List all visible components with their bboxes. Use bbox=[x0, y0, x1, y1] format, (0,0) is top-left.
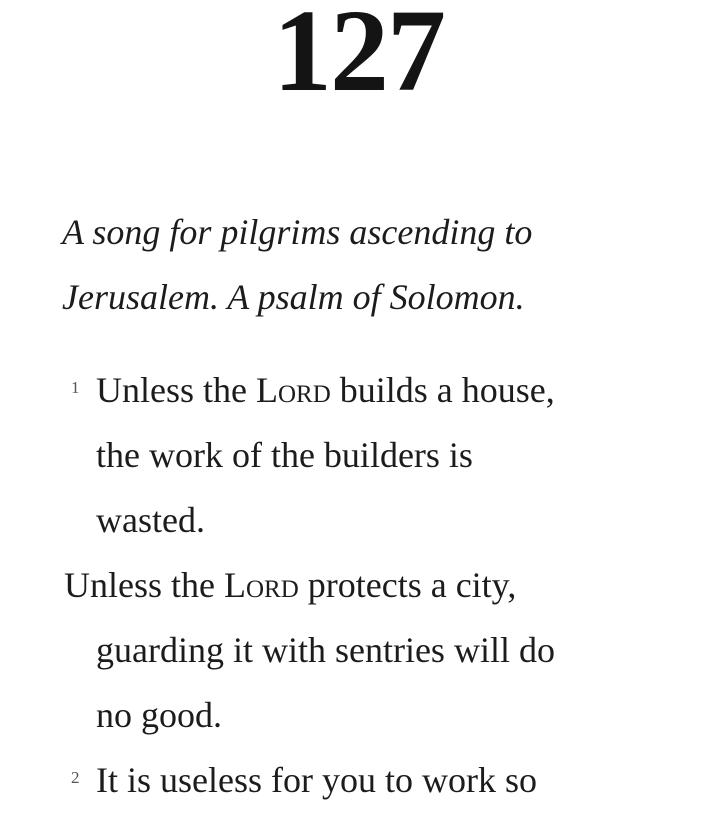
verse-line: guarding it with sentries will do bbox=[96, 630, 555, 670]
verse-line-partial: It is useless for you to work so bbox=[96, 760, 537, 800]
verse-text: builds a house, bbox=[330, 370, 555, 410]
superscription-line-2: Jerusalem. A psalm of Solomon. bbox=[62, 277, 525, 317]
verse-number: 1 bbox=[71, 378, 80, 397]
verse-text: Unless the bbox=[64, 565, 224, 605]
superscription-line-1: A song for pilgrims ascending to bbox=[62, 212, 533, 252]
verse-text: Unless the bbox=[96, 370, 256, 410]
verse-line: no good. bbox=[96, 695, 222, 735]
divine-name: Lord bbox=[255, 370, 331, 410]
psalm-superscription bbox=[62, 200, 662, 330]
verse-line: the work of the builders is bbox=[96, 435, 473, 475]
chapter-number: 127 bbox=[273, 0, 444, 116]
verse-number: 2 bbox=[71, 768, 80, 787]
verse-text: protects a city, bbox=[298, 565, 517, 605]
verse-line bbox=[64, 553, 516, 618]
verse-line: wasted. bbox=[96, 500, 205, 540]
verse-line bbox=[96, 358, 555, 423]
divine-name: Lord bbox=[223, 565, 299, 605]
